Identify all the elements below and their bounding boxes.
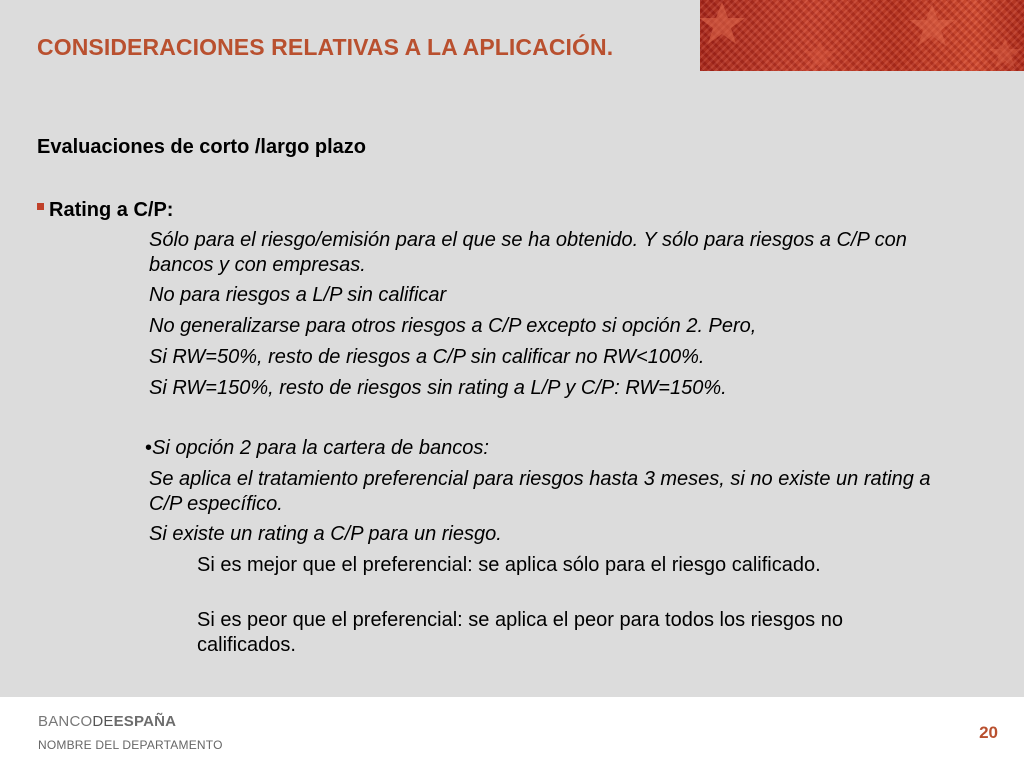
banner-star-shape (989, 38, 1021, 68)
banco-de-espana-logo (38, 713, 176, 730)
logo-espana-text: ESPAÑA (113, 713, 177, 730)
slide-title: CONSIDERACIONES RELATIVAS A LA APLICACIÓN. (37, 34, 614, 60)
rating-line: Si RW=150%, resto de riesgos sin rating a L/P y C/P: RW=150%. (149, 377, 727, 399)
banner-star-shape (700, 2, 745, 44)
option2-heading-label: Si opción 2 para la cartera de bancos: (152, 437, 489, 459)
rating-heading-label: Rating a C/P: (49, 199, 174, 221)
slide-footer (0, 697, 1024, 768)
square-bullet-icon (37, 203, 44, 210)
option2-line: Se aplica el tratamiento preferencial para riesgos hasta 3 meses, si no existe un rating a C/P específico. (149, 468, 931, 515)
logo-de-text: DE (92, 713, 114, 730)
department-name: NOMBRE DEL DEPARTAMENTO (38, 738, 223, 752)
rating-line: Sólo para el riesgo/emisión para el que se ha obtenido. Y sólo para riesgos a C/P con bancos y con empresas. (149, 229, 907, 276)
section-subtitle: Evaluaciones de corto /largo plazo (37, 136, 366, 158)
bullet-dot-icon: • (145, 437, 153, 459)
rating-line: No generalizarse para otros riesgos a C/P excepto si opción 2. Pero, (149, 315, 757, 337)
banner-star-shape (909, 4, 955, 46)
option2-heading (145, 436, 955, 461)
logo-banco-text: BANCO (38, 713, 93, 730)
rating-heading (37, 197, 173, 223)
banner-star-shape (804, 40, 836, 70)
rating-line: No para riesgos a L/P sin calificar (149, 284, 447, 306)
rating-line: Si RW=50%, resto de riesgos a C/P sin calificar no RW<100%. (149, 346, 705, 368)
header-banner-image (700, 0, 1024, 71)
sub-line: Si es peor que el preferencial: se aplica el peor para todos los riesgos no calificados. (197, 609, 843, 656)
sub-line: Si es mejor que el preferencial: se aplica sólo para el riesgo calificado. (197, 554, 821, 576)
option2-line: Si existe un rating a C/P para un riesgo. (149, 523, 502, 545)
page-number: 20 (979, 723, 998, 742)
